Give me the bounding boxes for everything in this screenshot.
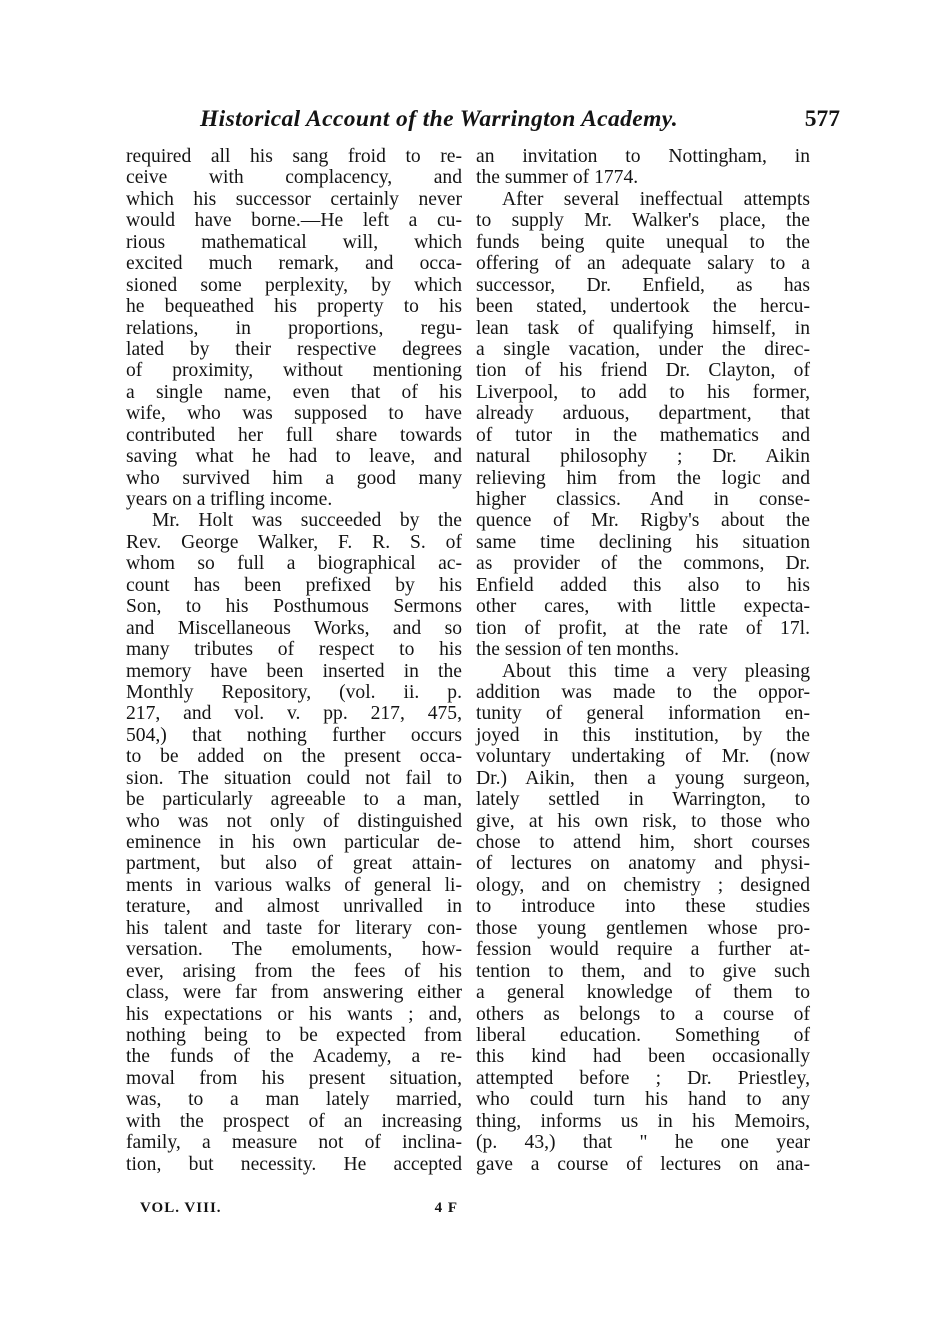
text-line: as provider of the commons, Dr. (476, 553, 810, 575)
text-line: to supply Mr. Walker's place, the (476, 210, 810, 232)
text-line: Liverpool, to add to his former, (476, 381, 810, 403)
text-line: tion of profit, at the rate of 17l. (476, 617, 810, 639)
text-line: versation. The emoluments, how- (126, 939, 462, 961)
text-line: sion. The situation could not fail to (126, 767, 462, 789)
signature-line (140, 1200, 458, 1220)
running-header (200, 106, 840, 138)
text-line: addition was made to the oppor- (476, 681, 810, 703)
text-line: After several ineffectual attempts (502, 188, 810, 210)
text-line: (p. 43,) that " he one year (476, 1132, 810, 1154)
text-line: a single vacation, under the direc- (476, 338, 810, 360)
text-line: been stated, undertook the hercu- (476, 296, 810, 318)
text-line: About this time a very pleasing (502, 660, 810, 682)
text-line: a single name, even that of his (126, 381, 462, 403)
text-line: lately settled in Warrington, to (476, 789, 810, 811)
volume-signature: VOL. VIII. (140, 1200, 222, 1216)
text-line: Dr.) Aikin, then a young surgeon, (476, 767, 810, 789)
text-line: tention to them, and to give such (476, 960, 810, 982)
text-line: and Miscellaneous Works, and so (126, 617, 462, 639)
text-line: excited much remark, and occa- (126, 253, 462, 275)
text-line: tion, but necessity. He accepted (126, 1153, 462, 1175)
text-line: of tutor in the mathematics and (476, 424, 810, 446)
text-line: gave a course of lectures on ana- (476, 1153, 810, 1175)
sheet-signature: 4 F (434, 1200, 458, 1216)
text-line: the funds of the Academy, a re- (126, 1046, 462, 1068)
text-line: to be added on the present occa- (126, 746, 462, 768)
text-line: other cares, with little expecta- (476, 596, 810, 618)
text-line: the summer of 1774. (476, 167, 639, 189)
text-line: attempted before ; Dr. Priestley, (476, 1067, 810, 1089)
text-line: his talent and taste for literary con- (126, 917, 462, 939)
text-line: higher classics. And in conse- (476, 489, 810, 510)
text-line: memory have been inserted in the (126, 660, 462, 682)
text-line: quence of Mr. Rigby's about the (476, 510, 810, 532)
text-line: Enfield added this also to his (476, 574, 810, 596)
running-title: Historical Account of the Warrington Academy. (200, 106, 679, 132)
text-line: 217, and vol. v. pp. 217, 475, (126, 703, 462, 725)
text-line: relieving him from the logic and (476, 467, 810, 489)
text-line: this kind had been occasionally (476, 1046, 810, 1068)
text-line: fession would require a further at- (476, 939, 810, 961)
text-line: many tributes of respect to his (126, 639, 462, 661)
text-line: tion of his friend Dr. Clayton, of (476, 360, 810, 382)
text-line: required all his sang froid to re- (126, 146, 462, 167)
text-line: be particularly agreeable to a man, (126, 789, 462, 811)
text-line: lean task of qualifying himself, in (476, 317, 810, 339)
text-line: nothing being to be expected from (126, 1024, 462, 1046)
left-text-column (126, 146, 462, 1175)
text-line: ments in various walks of general li- (126, 874, 462, 896)
text-line: was, to a man lately married, (126, 1089, 462, 1111)
text-line: class, were far from answering either (126, 982, 462, 1004)
right-text-column (476, 146, 810, 1175)
text-line: thing, informs us in his Memoirs, (476, 1110, 810, 1132)
text-line: tunity of general information en- (476, 703, 810, 725)
text-line: already arduous, department, that (476, 403, 810, 425)
text-line: his expectations or his wants ; and, (126, 1003, 462, 1025)
text-line: voluntary undertaking of Mr. (now (476, 746, 810, 768)
text-line: offering of an adequate salary to a (476, 253, 810, 275)
text-line: give, at his own risk, to those who (476, 810, 810, 832)
text-line: who could turn his hand to any (476, 1089, 810, 1111)
text-line: ever, arising from the fees of his (126, 960, 462, 982)
text-line: eminence in his own particular de- (126, 832, 462, 853)
text-line: of lectures on anatomy and physi- (476, 853, 810, 875)
text-line: who survived him a good many (126, 467, 462, 489)
text-line: years on a trifling income. (126, 489, 333, 510)
text-line: sioned some perplexity, by which (126, 274, 462, 296)
text-line: joyed in this institution, by the (476, 724, 810, 746)
text-line: same time declining his situation (476, 531, 810, 553)
text-line: natural philosophy ; Dr. Aikin (476, 446, 810, 468)
text-line: wife, who was supposed to have (126, 403, 462, 425)
text-line: partment, but also of great attain- (126, 853, 462, 875)
text-line: family, a measure not of inclina- (126, 1132, 462, 1154)
text-line: would have borne.—He left a cu- (126, 210, 462, 232)
text-line: Rev. George Walker, F. R. S. of (126, 531, 462, 553)
text-line: whom so full a biographical ac- (126, 553, 462, 575)
text-line: Mr. Holt was succeeded by the (152, 510, 462, 532)
text-line: Son, to his Posthumous Sermons (126, 596, 462, 618)
text-line: with the prospect of an increasing (126, 1110, 462, 1132)
text-line: relations, in proportions, regu- (126, 317, 462, 339)
text-line: he bequeathed his property to his (126, 296, 462, 318)
text-line: those young gentlemen whose pro- (476, 917, 810, 939)
text-line: contributed her full share towards (126, 424, 462, 446)
text-line: saving what he had to leave, and (126, 446, 462, 468)
text-line: which his successor certainly never (126, 188, 462, 210)
text-line: who was not only of distinguished (126, 810, 462, 832)
text-line: liberal education. Something of (476, 1024, 810, 1046)
text-line: chose to attend him, short courses (476, 832, 810, 853)
text-line: to introduce into these studies (476, 896, 810, 918)
text-line: others as belongs to a course of (476, 1003, 810, 1025)
text-line: 504,) that nothing further occurs (126, 724, 462, 746)
text-line: terature, and almost unrivalled in (126, 896, 462, 918)
text-line: ology, and on chemistry ; designed (476, 874, 810, 896)
text-line: of proximity, without mentioning (126, 360, 462, 382)
text-line: rious mathematical will, which (126, 231, 462, 253)
text-line: successor, Dr. Enfield, as has (476, 274, 810, 296)
text-line: ceive with complacency, and (126, 167, 462, 189)
text-line: count has been prefixed by his (126, 574, 462, 596)
text-line: Monthly Repository, (vol. ii. p. (126, 681, 462, 703)
page-number: 577 (804, 106, 840, 132)
text-line: lated by their respective degrees (126, 338, 462, 360)
text-line: a general knowledge of them to (476, 982, 810, 1004)
text-line: moval from his present situation, (126, 1067, 462, 1089)
text-line: the session of ten months. (476, 639, 679, 661)
text-line: an invitation to Nottingham, in (476, 146, 810, 167)
text-line: funds being quite unequal to the (476, 231, 810, 253)
